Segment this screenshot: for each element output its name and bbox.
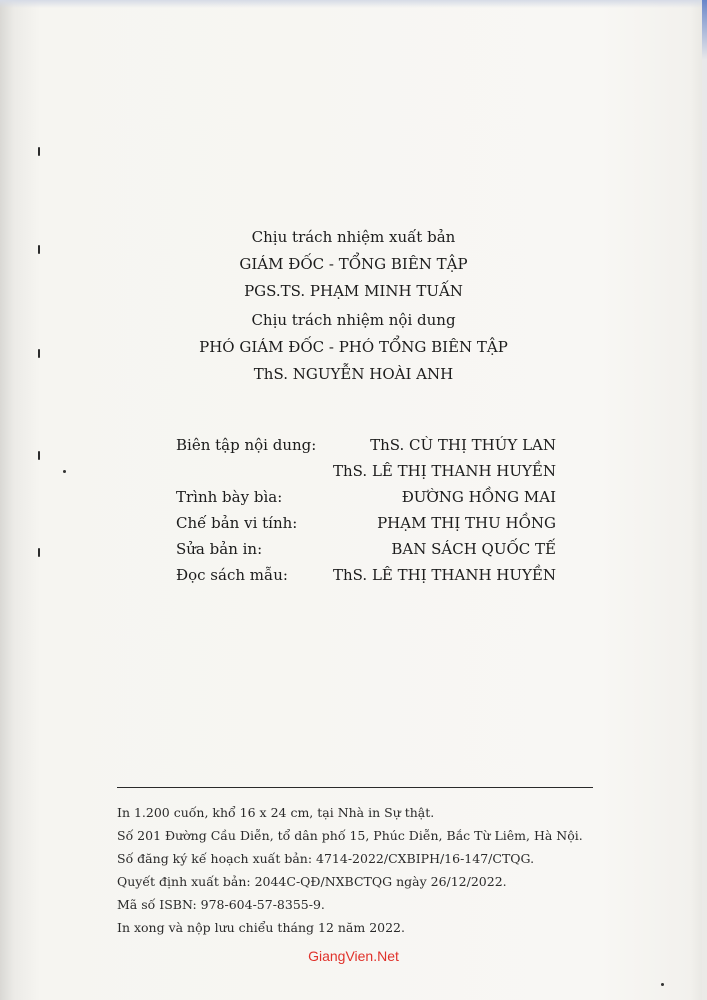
binding-mark	[38, 451, 40, 460]
content-responsibility-name: ThS. NGUYỄN HOÀI ANH	[253, 365, 454, 383]
publisher-responsibility-name: PGS.TS. PHẠM MINH TUẤN	[244, 282, 463, 300]
imprint-line: In 1.200 cuốn, khổ 16 x 24 cm, tại Nhà in Sự thật.	[117, 805, 435, 820]
credit-value: ĐƯỜNG HỒNG MAI	[401, 488, 556, 506]
imprint-line: Quyết định xuất bản: 2044C-QĐ/NXBCTQG ngày 26/12/2022.	[117, 874, 507, 889]
credit-label: Sửa bản in:	[176, 540, 263, 558]
imprint-line: Số 201 Đường Cầu Diễn, tổ dân phố 15, Phúc Diễn, Bắc Từ Liêm, Hà Nội.	[117, 828, 583, 843]
publisher-responsibility-block	[0, 224, 707, 305]
binding-mark	[38, 548, 40, 557]
publisher-responsibility-title: GIÁM ĐỐC - TỔNG BIÊN TẬP	[239, 255, 468, 273]
credit-row	[176, 488, 556, 514]
imprint-line: Số đăng ký kế hoạch xuất bản: 4714-2022/CXBIPH/16-147/CTQG.	[117, 851, 535, 866]
page-right-edge	[702, 0, 707, 1000]
binding-mark	[38, 147, 40, 156]
speck	[63, 470, 66, 473]
credit-value: PHẠM THỊ THU HỒNG	[377, 514, 556, 532]
credit-value: ThS. LÊ THỊ THANH HUYỀN	[333, 462, 556, 480]
imprint-block	[117, 801, 617, 939]
credit-label: Trình bày bìa:	[176, 488, 283, 506]
credit-row	[176, 462, 556, 488]
credit-row	[176, 540, 556, 566]
credits-list	[176, 436, 556, 592]
credit-row	[176, 436, 556, 462]
credit-label: Biên tập nội dung:	[176, 436, 317, 454]
credit-value: ThS. CÙ THỊ THÚY LAN	[370, 436, 556, 454]
credit-row	[176, 514, 556, 540]
credit-value: ThS. LÊ THỊ THANH HUYỀN	[333, 566, 556, 584]
content-responsibility-heading: Chịu trách nhiệm nội dung	[251, 311, 456, 329]
imprint-divider	[117, 787, 593, 788]
imprint-line: Mã số ISBN: 978-604-57-8355-9.	[117, 897, 325, 912]
watermark-text: GiangVien.Net	[308, 948, 399, 964]
imprint-line: In xong và nộp lưu chiểu tháng 12 năm 2022.	[117, 920, 405, 935]
credit-row	[176, 566, 556, 592]
page-top-shadow	[0, 0, 707, 8]
credit-value: BAN SÁCH QUỐC TẾ	[391, 540, 556, 558]
publisher-responsibility-heading: Chịu trách nhiệm xuất bản	[251, 228, 456, 246]
credit-label: Đọc sách mẫu:	[176, 566, 288, 584]
credit-label: Chế bản vi tính:	[176, 514, 298, 532]
speck	[661, 983, 664, 986]
content-responsibility-block	[0, 307, 707, 388]
content-responsibility-title: PHÓ GIÁM ĐỐC - PHÓ TỔNG BIÊN TẬP	[199, 338, 508, 356]
